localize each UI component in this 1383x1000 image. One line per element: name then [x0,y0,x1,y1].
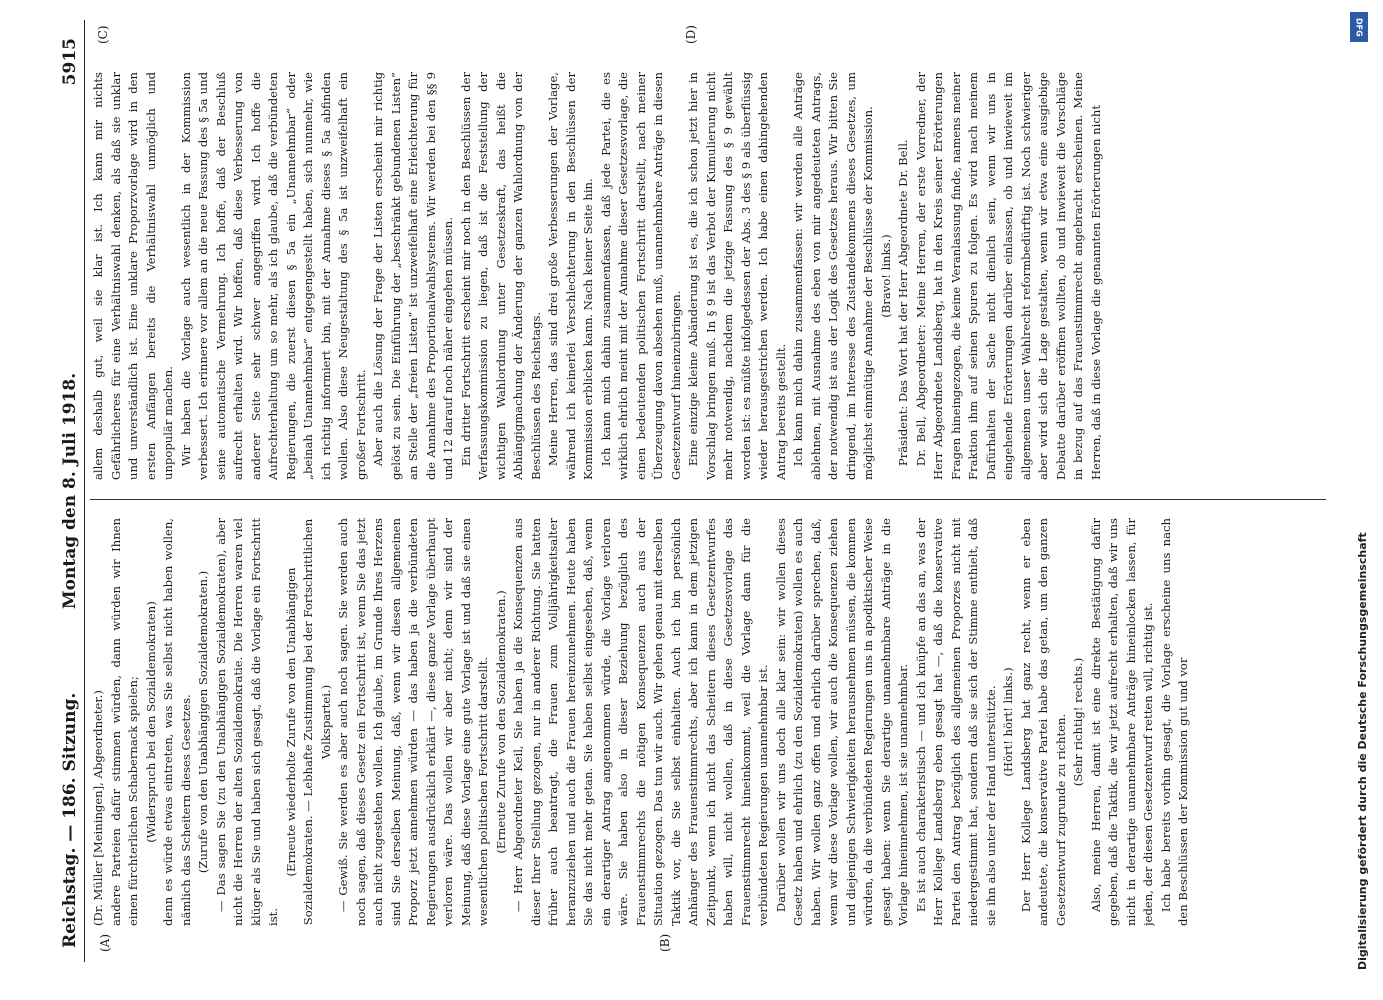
paragraph: (Sehr richtig! rechts.) [1071,657,1085,787]
column-divider [90,499,1326,500]
paragraph: Ein dritter Fortschritt erscheint mir noch in den Beschlüssen der Verfassungskommission zu liegen, daß ist die Feststellung der wichtigen Wahlordnung unter Gesetzeskraft, das heißt die Abhängigmachung der Änderung der ganzen Wahlordnung von der Beschlüssen des Reichstags. [458,72,543,480]
paragraph: Ich kann mich dahin zusammenfassen: wir werden alle Anträge ablehnen, mit Ausnahme des eben von mir angedeuteten Antrags, der notwendig ist aus der Logik des Gesetzes heraus. Wir bitten Sie dringend, im Interesse des Zustandekommens dieses Gesetzes, um möglichst einmütige Annahme der Beschlüsse der Kommission. [791,72,875,480]
paragraph: Also, meine Herren, damit ist eine direkte Bestätigung dafür gegeben, daß die Taktik, die wir jetzt aufrecht erhalten, daß wir uns nicht in derartige unannehmbare Anträge hineinlocken lassen, für jeden, der diesen Gesetzentwurf retten will, richtig ist. [1088,518,1155,926]
paragraph: Es ist auch charakteristisch — und ich knüpfe an das an, was der Herr Kollege Landsberg eben gesagt hat —, daß die konservative Partei den Antrag bezüglich des allgemeinen Proporzes nicht mit niedergestimmt hat, sondern daß sie sich der Stimme enthielt, daß sie ihn also unter der Hand unterstützte. [913,518,998,926]
paragraph: Ich kann mich dahin zusammenfassen, daß jede Partei, die es wirklich ehrlich meint mit der Annahme dieser Gesetzesvorlage, die einen bedeutenden politischen Fortschritt darstellt, nach meiner Überzeugung davon absehen muß, unannehmbare Anträge in diesen Gesetzentwurf hineinzubringen. [598,72,683,480]
page [6,0,1376,1000]
paragraph: (Dr. Müller [Meiningen], Abgeordneter.) [91,690,105,926]
paragraph: — Gewiß. Sie werden es aber auch noch sagen. Sie werden auch noch sagen, daß dieses Gesetz ein Fortschritt ist, wenn Sie das jetzt auch nicht zugestehen wollen. Ich glaube, im Grunde Ihres Herzens sind Sie derselben Meinung, daß, wenn wir diesen allgemeinen Proporz jetzt annehmen würden — das haben ja die verbündeten Regierungen ausdrücklich erklärt —, diese ganze Vorlage überhaupt verloren wäre. Das wollen wir aber nicht; denn wir sind der Meinung, daß diese Vorlage eine gute Vorlage ist und daß sie einen wesentlichen politischen Fortschritt darstellt. [336,518,490,926]
paragraph: (Erneute Zurufe von den Sozialdemokraten.) [493,590,508,854]
paragraph: (Hört! hört! links.) [1001,667,1015,777]
paragraph: Präsident: Das Wort hat der Herr Abgeordnete Dr. Bell. [896,139,910,467]
paragraph: Darüber wollen wir uns doch alle klar sein: wir wollen dieses Gesetz haben und ehrlich (zu den Sozialdemokraten) wollen es auch haben. Wir wollen ganz offen und ehrlich darüber sprechen, daß, wenn wir diese Vorlage wollen, wir auch die Konsequenzen ziehen und diejenigen Schwierigkeiten herausnehmen müssen, die kommen würden, da die verbündeten Regierungen uns in apodiktischer Weise gesagt haben: wenn Sie derartige unannehmbare Anträge in die Vorlage hineinnehmen, ist sie unannehmbar. [773,518,910,926]
paragraph: Eine einzige kleine Abänderung ist es, die ich schon jetzt hier in Vorschlag bringen muß. In § 9 ist das Verbot der Kumulierung nicht mehr notwendig, nachdem die jetzige Fassung des § 9 gewählt worden ist: es müßte infolgedessen der Abs. 3 des § 9 als überflüssig wieder herausgestrichen werden. Ich habe einen dahingehenden Antrag bereits gestellt. [686,72,788,480]
paragraph: Ich habe bereits vorhin gesagt, die Vorlage erscheine uns nach den Beschlüssen der Kommission gut und vor [1158,518,1190,926]
margin-marker-c: (C) [96,25,110,44]
paragraph: (Bravo! links.) [878,234,893,318]
paragraph: Dr. Bell, Abgeordneter: Meine Herren, der erste Vorredner, der Herr Abgeordnete Landsberg, hat in den Kreis seiner Erörterungen Fragen hineingezogen, die keine Veranlassung finde, namens meiner Fraktion ihm auf seinen Spuren zu folgen. Es wird nach meinem Dafürhalten der Sache nicht dienlich sein, wenn wir uns in eingehende Erörterungen darüber einlassen, ob und inwieweit im allgemeinen unser Wahlrecht reformbedürftig ist. Noch schwieriger aber wird sich die Lage gestalten, wenn wir etwa eine ausgiebige Debatte darüber eröffnen wollten, ob und inwieweit die Vorschläge in bezug auf das Frauenstimmrecht angebracht erscheinen. Meine Herren, daß in diese Vorlage die genannten Erörterungen nicht [913,72,1103,480]
paragraph: allem deshalb gut, weil sie klar ist. Ich kann mir nichts Gefährlicheres für eine Verhältniswahl denken, als daß sie unklar und unverständlich ist. Eine unklare Proporzvorlage wird in den ersten Anfängen bereits die Verhältniswahl unmöglich und unpopulär machen. [91,72,175,480]
page-header [58,20,85,962]
paragraph: Aber auch die Lösung der Frage der Listen erscheint mir richtig gelöst zu sein. Die Einführung der „beschränkt gebundenen Listen“ an Stelle der „freien Listen“ ist unzweifelhaft eine Erleichterung für die Annahme des Proportionalwahlsystems. Wir werden bei den §§ 9 und 12 darauf noch näher eingehen müssen. [371,72,455,480]
paragraph: (Zurufe von den Unabhängigen Sozialdemokraten.) [196,570,210,874]
side-credit [1346,10,1376,990]
paragraph: (Erneute wiederholte Zurufe von den Unabhängigen Sozialdemokraten. — Lebhafte Zustimmung bei der Fortschrittlichen Volkspartei.) [283,518,333,926]
rotated-page [6,0,1376,1000]
paragraph: denn es würde etwas eintreten, was Sie selbst nicht haben wollen, nämlich das Scheitern dieses Gesetzes. [161,518,193,926]
left-column [90,518,1330,926]
margin-marker-a: (A) [98,933,112,952]
paragraph: andere Parteien dafür stimmen würden, dann würden wir Ihnen einen fürchterlichen Schabernack spielen; [108,518,140,926]
paragraph: Wir haben die Vorlage auch wesentlich in der Kommission verbessert. Ich erinnere vor allem an die neue Fassung des § 5a und seine automatische Vermehrung. Ich hoffe, daß der Beschluß aufrecht erhalten wird. Wir hoffen, daß diese Verbesserung von anderer Seite sehr schwer angegriffen wird. Ich hoffe die Aufrechterhaltung um so mehr, als ich glaube, daß die verbündeten Regierungen, die zuerst diesen § 5a ein „Unannehmbar“ oder „beinah Unannehmbar“ entgegengestellt haben, sich nunmehr, wie ich richtig informiert bin, mit der Annahme dieses § 5a abfinden wollen. Also diese Neugestaltung des § 5a ist unzweifelhaft ein großer Fortschritt. [178,72,368,480]
margin-marker-d: (D) [684,25,698,44]
paragraph: (Widerspruch bei den Sozialdemokraten) [143,601,158,843]
digitization-credit: Digitalisierung gefördert durch die Deutsche Forschungsgemeinschaft [1356,532,1369,970]
page-number: 5915 [60,38,80,86]
dfg-logo: DFG [1350,12,1368,42]
paragraph: Meine Herren, das sind drei große Verbesserungen der Vorlage, während ich keinerlei Verschlechterung in den Beschlüssen der Kommission erblicken kann. Nach keiner Seite hin. [546,72,595,480]
margin-marker-b: (B) [658,933,672,952]
paragraph: — Das sagen Sie (zu den Unabhängigen Sozialdemokraten), aber nicht die Herren der alten Sozialdemokratie. Die Herren waren viel klüger als Sie und haben sich gesagt, daß die Vorlage ein Fortschritt ist. [213,518,280,926]
header-date: Montag den 8. Juli 1918. [60,372,80,610]
paragraph: Der Herr Kollege Landsberg hat ganz recht, wenn er eben andeutete, die konservative Partei habe das getan, um den ganzen Gesetzentwurf zugrunde zu richten. [1018,518,1068,926]
paragraph: — Herr Abgeordneter Keil, Sie haben ja die Konsequenzen aus dieser Ihrer Stellung gezogen, nur in anderer Richtung. Sie hatten früher auch beantragt, die Frauen zum Volljährigkeitsalter heranzuziehen und auch die Frauen hereinzunehmen. Heute haben Sie das nicht mehr getan. Sie haben selbst eingesehen, daß, wenn ein derartiger Antrag angenommen würde, die Vorlage verloren wäre. Sie haben also in dieser Beziehung bezüglich des Frauenstimmrechts die nötigen Konsequenzen auch aus der Situation gezogen. Das tun wir auch. Wir gehen genau mit derselben Taktik vor, die Sie selbst einhalten. Auch ich bin persönlich Anhänger des Frauenstimmrechts, aber ich kann in dem jetzigen Zeitpunkt, wenn ich nicht das Scheitern dieses Gesetzentwurfes haben will, nicht wollen, daß in diese Gesetzesvorlage das Frauenstimmrecht hineinkommt, weil die Vorlage dann für die verbündeten Regierungen unannehmbar ist. [511,518,770,926]
header-left: Reichstag. — 186. Sitzung. [60,692,80,948]
right-column [90,72,1330,480]
